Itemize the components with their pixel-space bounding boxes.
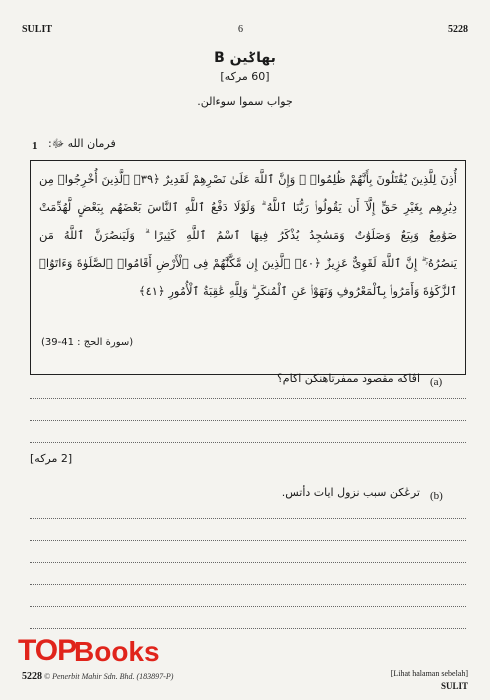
answer-line[interactable] [30,562,466,563]
section-title: بهاݢين B [214,50,276,66]
part-a-question: اڤاكه مقصود ممفرتاهنكن اکام؟ [276,372,420,385]
question-prompt: فرمان الله ﷻ: [48,137,116,150]
verse-line: صَوَٰمِعُ وَبِيَعٌ وَصَلَوَٰتٌ وَمَسَٰجِدُ يُذْكَرُ فِيهَا ٱسْمُ ٱللَّهِ كَثِيرًا ۗ وَلَيَنصُرَنَّ ٱللَّهُ مَن [39,228,457,242]
part-b-label: (b) [430,490,443,502]
question-number: 1 [32,140,38,152]
answer-line[interactable] [30,398,466,399]
answer-line[interactable] [30,628,466,629]
verse-line: دِيَٰرِهِم بِغَيْرِ حَقٍّ إِلَّآ أَن يَقُولُوا۟ رَبُّنَا ٱللَّهُ ۗ وَلَوْلَا دَفْعُ ٱللَّهِ ٱلنَّاسَ بَعْضَهُم بِبَعْضٍ لَّهُدِّمَتْ [39,200,457,214]
header-code: 5228 [448,24,468,35]
section-marks: [60 مركه] [220,70,270,83]
watermark-top: TOP [18,634,77,667]
footer-publisher: © Penerbit Mahir Sdn. Bhd. (183897-P) [44,672,174,681]
footer-right [391,668,468,693]
part-b-question: ترڠكن سبب نزول ايات دأتس. [281,486,420,499]
footer-code: 5228 [22,671,42,682]
answer-line[interactable] [30,540,466,541]
footer-classification: SULIT [440,681,468,691]
verse-box [30,160,466,375]
verse-line: أُذِنَ لِلَّذِينَ يُقَٰتَلُونَ بِأَنَّهُمْ ظُلِمُوا۟ ۚ وَإِنَّ ٱللَّهَ عَلَىٰ نَصْرِهِمْ لَقَدِيرٌ ﴿٣٩﴾ ٱلَّذِينَ أُخْرِجُوا۟ مِن [39,172,457,186]
section-instruction: جواب سموا سوءالن. [197,95,293,108]
answer-line[interactable] [30,518,466,519]
answer-line[interactable] [30,442,466,443]
verse-line: ٱلزَّكَوٰةَ وَأَمَرُوا۟ بِٱلْمَعْرُوفِ وَنَهَوْا۟ عَنِ ٱلْمُنكَرِ ۗ وَلِلَّهِ عَٰقِبَةُ ٱلْأُمُورِ ﴿٤١﴾ [138,284,457,298]
answer-line[interactable] [30,584,466,585]
answer-line[interactable] [30,606,466,607]
watermark-books: Books [74,636,160,667]
part-a-label: (a) [430,376,443,388]
footer-left [22,671,173,682]
verse-line: يَنصُرُهُۥٓ ۗ إِنَّ ٱللَّهَ لَقَوِىٌّ عَزِيزٌ ﴿٤٠﴾ ٱلَّذِينَ إِن مَّكَّنَّٰهُمْ فِى ٱلْأَرْضِ أَقَامُوا۟ ٱلصَّلَوٰةَ وَءَاتَوُا۟ [39,256,457,270]
page-number: 6 [238,24,243,35]
verse-reference: (سورة الحج : 41-39) [41,337,134,348]
answer-line[interactable] [30,420,466,421]
part-a-marks: [2 مركه] [30,452,73,465]
footer-next-page: [Lihat halaman sebelah] [390,669,468,678]
header-classification: SULIT [22,24,53,35]
watermark-logo [18,632,168,676]
